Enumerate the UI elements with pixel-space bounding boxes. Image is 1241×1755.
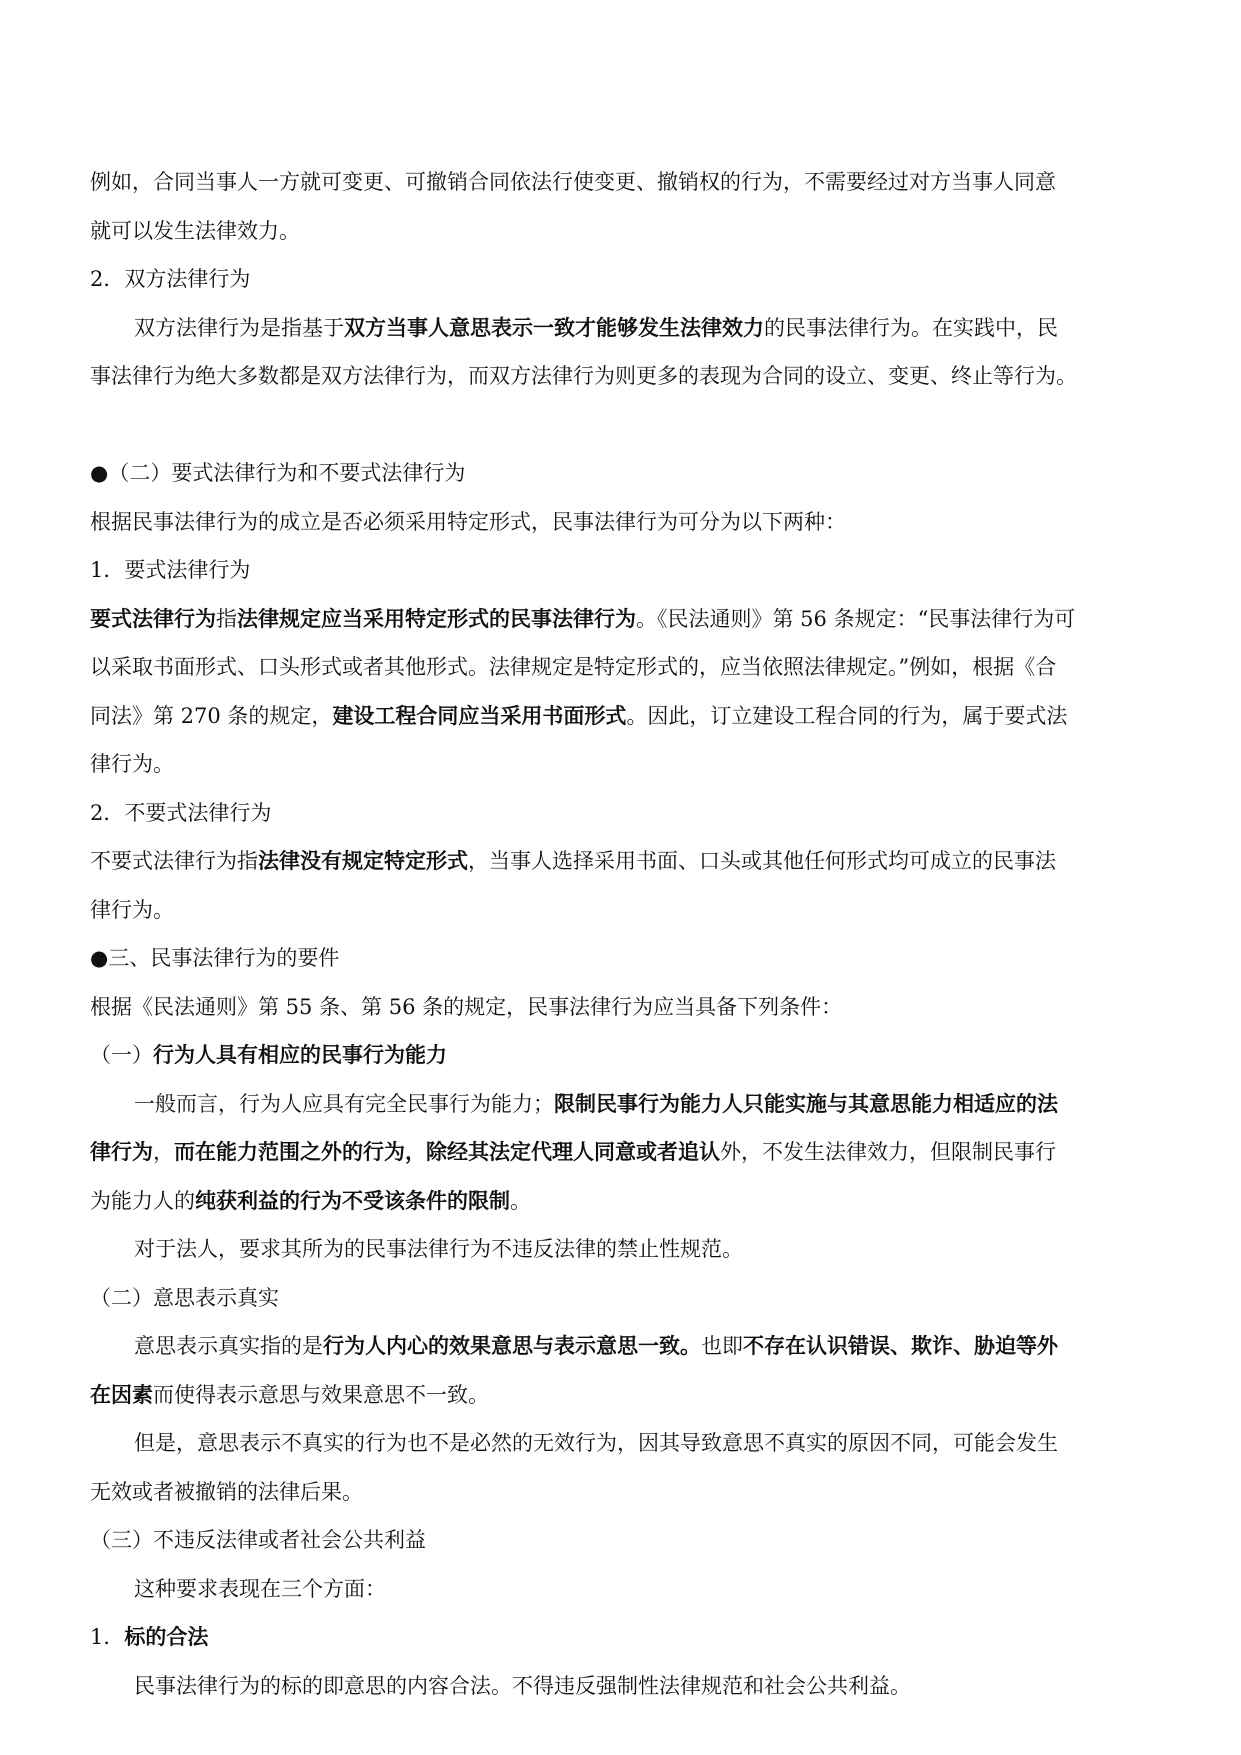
text-run: 这种要求表现在三个方面： <box>134 1576 386 1601</box>
bold-text: 法律规定应当采用特定形式的民事法律行为 <box>237 606 636 631</box>
text-line <box>90 1565 1151 1614</box>
text-run: （三）不违反法律或者社会公共利益 <box>90 1528 426 1552</box>
text-run: 根据《民法通则》第 55 条、第 56 条的规定，民事法律行为应当具备下列条件： <box>90 994 843 1019</box>
text-line <box>90 1419 1151 1468</box>
bold-text: 行为人内心的效果意思与表示意思一致。 <box>323 1334 701 1358</box>
text-run: 2．双方法律行为 <box>90 267 251 291</box>
text-run: 也即 <box>701 1334 743 1358</box>
bold-text: 双方当事人意思表示一致才能够发生法律效力 <box>344 315 764 340</box>
text-line <box>90 789 1151 838</box>
text-line <box>90 886 1151 935</box>
text-line <box>90 740 1151 789</box>
text-run: 无效或者被撤销的法律后果。 <box>90 1479 363 1504</box>
text-line <box>90 1177 1151 1226</box>
text-run: 2．不要式法律行为 <box>90 800 272 825</box>
text-run: ●（二）要式法律行为和不要式法律行为 <box>90 461 466 485</box>
text-run: 指 <box>216 606 237 631</box>
text-run: 例如，合同当事人一方就可变更、可撤销合同依法行使变更、撤销权的行为，不需要经过对方当事人同意 <box>90 170 1056 194</box>
text-run: ，当事人选择采用书面、口头或其他任何形式均可成立的民事法 <box>468 849 1056 873</box>
text-run: 1．要式法律行为 <box>90 558 251 582</box>
text-run: 外，不发生法律效力，但限制民事行 <box>720 1140 1056 1164</box>
text-run: 不要式法律行为指 <box>90 849 258 873</box>
text-line <box>90 546 1151 595</box>
text-run: 的民事法律行为。在实践中，民 <box>764 315 1058 340</box>
text-run: 对于法人，要求其所为的民事法律行为不违反法律的禁止性规范。 <box>134 1237 743 1261</box>
text-run: 意思表示真实指的是 <box>134 1334 323 1358</box>
text-line <box>90 692 1151 741</box>
text-run: 。因此，订立建设工程合同的行为，属于要式法 <box>626 703 1068 728</box>
bold-text: 律行为 <box>90 1140 153 1164</box>
text-line <box>90 1128 1151 1177</box>
text-run: ， <box>153 1140 174 1164</box>
text-run: 双方法律行为是指基于 <box>134 315 344 340</box>
bold-text: 要式法律行为 <box>90 606 216 631</box>
bold-text: 而在能力范围之外的行为，除经其法定代理人同意或者追认 <box>174 1140 720 1164</box>
text-run: （一） <box>90 1043 153 1067</box>
text-line <box>90 983 1151 1032</box>
text-run: 民事法律行为的标的即意思的内容合法。不得违反强制性法律规范和社会公共利益。 <box>134 1673 911 1698</box>
text-line <box>90 595 1151 644</box>
blank-line <box>90 401 1151 450</box>
text-run: ●三、民事法律行为的要件 <box>90 946 340 970</box>
text-run: 。 <box>510 1188 531 1213</box>
bold-text: 行为人具有相应的民事行为能力 <box>153 1043 447 1067</box>
text-run: 但是，意思表示不真实的行为也不是必然的无效行为，因其导致意思不真实的原因不同，可能会发生 <box>134 1431 1058 1455</box>
text-line <box>90 304 1151 353</box>
text-run: 一般而言，行为人应具有完全民事行为能力； <box>134 1091 554 1116</box>
text-line <box>90 1468 1151 1517</box>
text-line <box>90 255 1151 304</box>
text-run: （二）意思表示真实 <box>90 1285 279 1310</box>
text-line <box>90 1274 1151 1323</box>
text-line <box>90 1662 1151 1711</box>
bold-text: 不存在认识错误、欺诈、胁迫等外 <box>743 1334 1058 1358</box>
text-run: 根据民事法律行为的成立是否必须采用特定形式，民事法律行为可分为以下两种： <box>90 509 846 534</box>
text-line <box>90 498 1151 547</box>
text-run: 同法》第 270 条的规定， <box>90 703 333 728</box>
bold-text: 建设工程合同应当采用书面形式 <box>332 703 627 728</box>
bold-text: 法律没有规定特定形式 <box>258 849 468 873</box>
text-run: 事法律行为绝大多数都是双方法律行为，而双方法律行为则更多的表现为合同的设立、变更、终止等行为。 <box>90 364 1077 388</box>
bold-text: 标的合法 <box>124 1625 209 1649</box>
text-line <box>90 1080 1151 1129</box>
bold-text: 限制民事行为能力人只能实施与其意思能力相适应的法 <box>554 1091 1058 1116</box>
text-run: 以采取书面形式、口头形式或者其他形式。法律规定是特定形式的，应当依照法律规定。”例如，根据《合 <box>90 655 1057 679</box>
text-line <box>90 1031 1151 1080</box>
text-line <box>90 207 1151 256</box>
bold-text: 纯获利益的行为不受该条件的限制 <box>195 1188 510 1213</box>
text-run: 而使得表示意思与效果意思不一致。 <box>153 1382 489 1407</box>
text-run: 1． <box>90 1625 125 1649</box>
text-line <box>90 1225 1151 1274</box>
text-line <box>90 837 1151 886</box>
text-line <box>90 1371 1151 1420</box>
text-line <box>90 1516 1151 1565</box>
bold-text: 在因素 <box>90 1382 153 1407</box>
text-line <box>90 934 1151 983</box>
text-line <box>90 643 1151 692</box>
text-run: 。《民法通则》第 56 条规定：“民事法律行为可 <box>636 606 1076 631</box>
text-line <box>90 449 1151 498</box>
text-line <box>90 158 1151 207</box>
text-run: 为能力人的 <box>90 1188 195 1213</box>
text-run: 就可以发生法律效力。 <box>90 218 300 243</box>
text-line <box>90 1322 1151 1371</box>
text-line <box>90 352 1151 401</box>
text-run: 律行为。 <box>90 897 174 922</box>
text-line <box>90 1613 1151 1662</box>
text-run: 律行为。 <box>90 752 174 776</box>
